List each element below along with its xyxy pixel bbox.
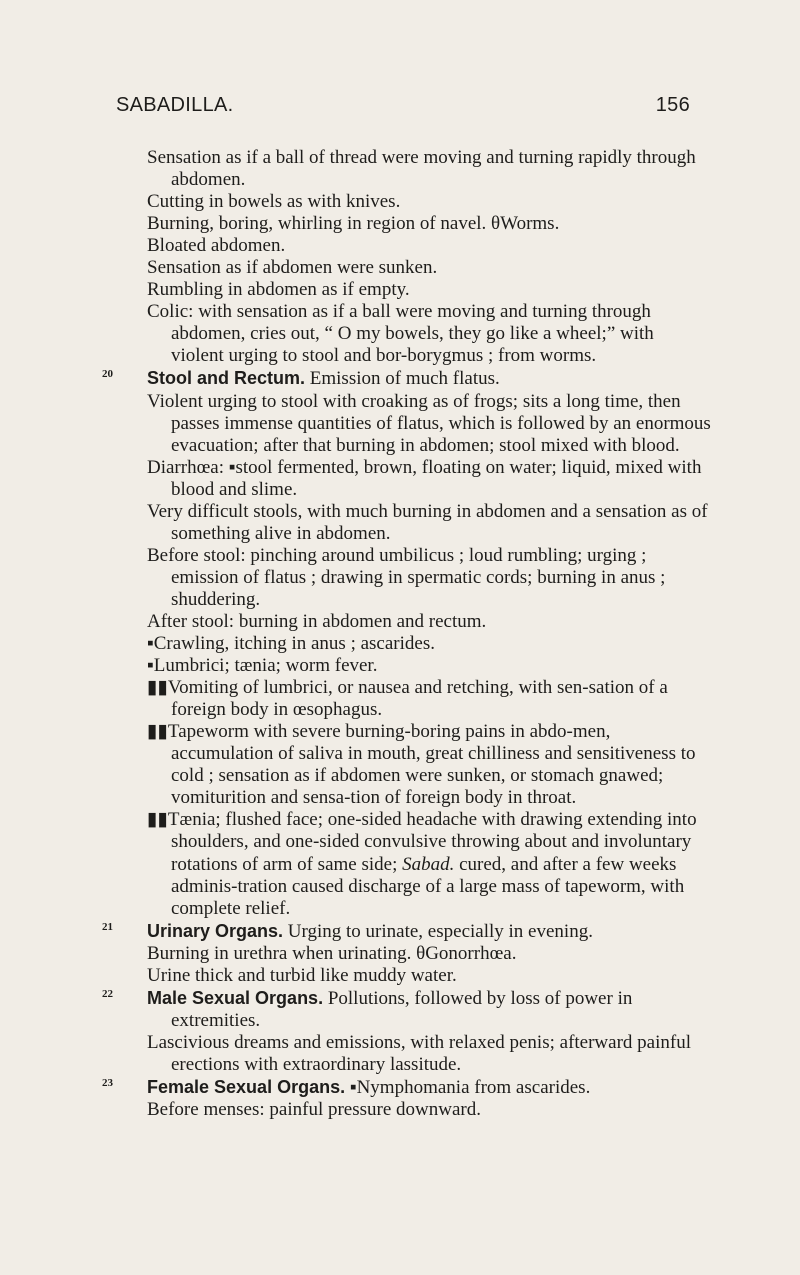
section-female-sexual-organs: 23 Female Sexual Organs. ▪Nymphomania from ascarides. [102, 1076, 591, 1098]
section-heading: Female Sexual Organs. [147, 1076, 346, 1097]
entry-taenia [147, 809, 711, 919]
entry: Colic: with sensation as if a ball were moving and turning through abdomen, cries out, “ O my bowels, they go like a wheel;” with violent urging to stool and bor-borygmus ; from worms. [147, 301, 654, 367]
entry: ▮▮Tapeworm with severe burning-boring pains in abdo-men, accumulation of saliva in mouth, great chilliness and sensitiveness to cold ; sensation as if abdomen were sunken, or stomach gnawed; vomiturition and sensa-tion of foreign body in throat. [147, 721, 696, 809]
entry: Before menses: painful pressure downward. [147, 1099, 481, 1121]
section-lead: Emission of much flatus. [305, 368, 500, 390]
entry: Violent urging to stool with croaking as of frogs; sits a long time, then passes immense quantities of flatus, which is followed by an enormous evacuation; after that burning in abdomen; stool mixed with blood. [147, 390, 711, 456]
section-urinary-organs: 21 Urinary Organs. Urging to urinate, especially in evening. [102, 920, 593, 942]
entry: After stool: burning in abdomen and rectum. [147, 610, 487, 632]
entry-text: cured, and after a few weeks adminis-tration caused discharge of a large mass of tapeworm, with complete relief. [171, 853, 685, 919]
section-heading: Male Sexual Organs. [147, 987, 324, 1008]
entry: Bloated abdomen. [147, 235, 286, 257]
entry: Before stool: pinching around umbilicus ; loud rumbling; urging ; emission of flatus ; drawing in spermatic cords; burning in anus ; shuddering. [147, 544, 666, 610]
section-lead: ▪Nymphomania from ascarides. [345, 1076, 591, 1098]
section-lead: Pollutions, followed by loss of power in extremities. [171, 987, 633, 1031]
page-title: SABADILLA. [116, 94, 234, 116]
entry: Rumbling in abdomen as if empty. [147, 279, 410, 301]
section-stool-rectum: 20 Stool and Rectum. Emission of much flatus. [102, 368, 500, 390]
entry: ▮▮Vomiting of lumbrici, or nausea and retching, with sen-sation of a foreign body in œsophagus. [147, 677, 668, 721]
entry: Burning in urethra when urinating. θGonorrhœa. [147, 942, 517, 964]
entry: Diarrhœa: ▪stool fermented, brown, floating on water; liquid, mixed with blood and slime. [147, 456, 702, 500]
entry: ▪Lumbrici; tænia; worm fever. [147, 655, 378, 677]
entry: Lascivious dreams and emissions, with relaxed penis; afterward painful erections with extraordinary lassitude. [147, 1031, 691, 1075]
section-heading: Stool and Rectum. [147, 368, 306, 389]
section-lead: Urging to urinate, especially in evening. [283, 920, 593, 942]
entry: Burning, boring, whirling in region of navel. θWorms. [147, 213, 560, 235]
page-number: 156 [655, 94, 690, 116]
entry: Sensation as if a ball of thread were moving and turning rapidly through abdomen. [147, 147, 696, 191]
running-head [116, 94, 690, 117]
entry: Cutting in bowels as with knives. [147, 191, 401, 213]
entry: Very difficult stools, with much burning in abdomen and a sensation as of something alive in abdomen. [147, 500, 708, 544]
entry: Urine thick and turbid like muddy water. [147, 964, 457, 986]
section-heading: Urinary Organs. [147, 920, 284, 941]
remedy-abbreviation: Sabad. [402, 853, 455, 875]
entry: Sensation as if abdomen were sunken. [147, 257, 438, 279]
body-text [102, 147, 711, 1121]
section-male-sexual-organs: 22 Male Sexual Organs. Pollutions, followed by loss of power in extremities. [102, 987, 633, 1031]
entry: ▪Crawling, itching in anus ; ascarides. [147, 633, 435, 655]
entry-text: ▮▮Tænia; flushed face; one-sided headache with drawing extending into shoulders, and one-sided convulsive throwing about and involuntary rotations of arm of same side; [147, 809, 697, 875]
